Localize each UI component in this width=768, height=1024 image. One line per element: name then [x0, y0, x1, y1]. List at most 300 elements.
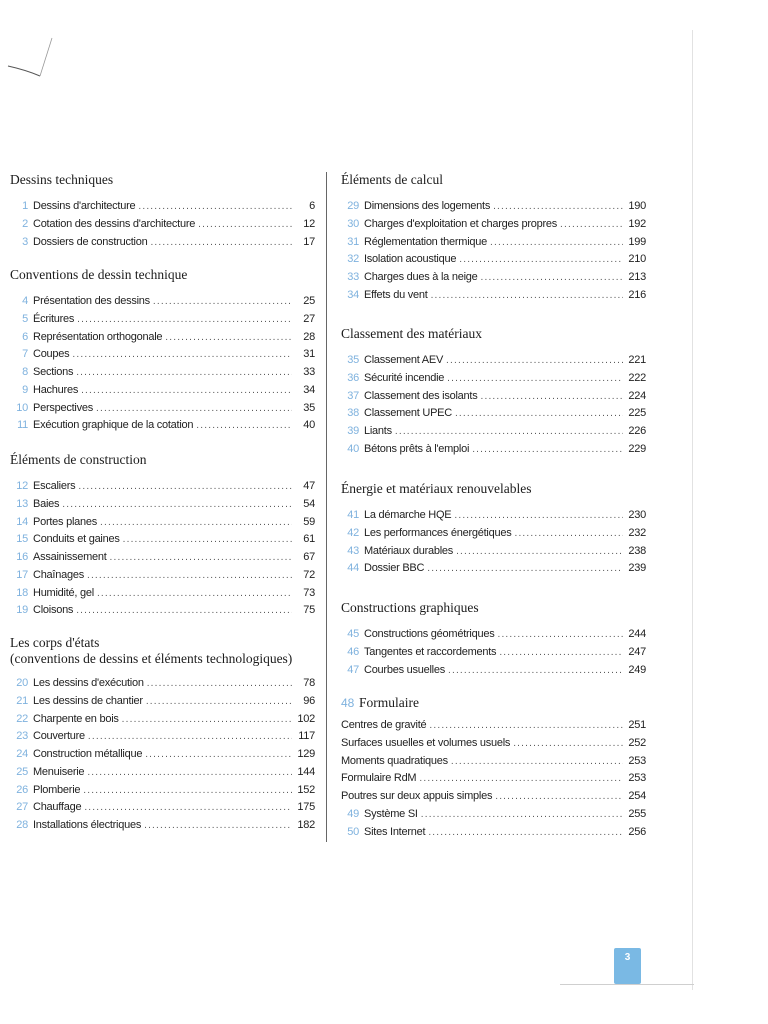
entry-page-number: 96 [303, 694, 315, 707]
entry-page-number: 27 [303, 312, 315, 325]
toc-entry[interactable] [10, 602, 315, 620]
dot-leader [145, 746, 292, 764]
entry-label: Classement AEV [364, 354, 444, 366]
toc-entry[interactable] [10, 478, 315, 496]
toc-entry[interactable] [341, 352, 646, 370]
entry-page-number: 34 [303, 383, 315, 396]
entry-number: 47 [347, 663, 359, 676]
dot-leader [480, 388, 623, 406]
entry-number: 28 [16, 819, 28, 831]
entry-list [341, 717, 646, 841]
dot-leader [150, 234, 292, 252]
dot-leader [110, 549, 292, 567]
entry-page-number: 117 [298, 730, 315, 743]
toc-entry[interactable] [10, 293, 315, 311]
dot-leader [76, 602, 292, 620]
entry-number: 39 [347, 425, 359, 437]
entry-list [10, 478, 315, 620]
entry-label: Portes planes [33, 515, 98, 528]
entry-label: Bétons prêts à l'emploi [364, 442, 470, 455]
dot-leader [88, 728, 292, 746]
section-title [341, 695, 646, 711]
entry-label: Liants [364, 425, 392, 437]
section-title: Dessins techniques [10, 172, 114, 187]
dot-leader [122, 711, 292, 729]
entry-page-number: 199 [628, 235, 646, 248]
entry-page-number: 12 [303, 217, 315, 230]
dot-leader [428, 824, 623, 842]
section-title: Éléments de calcul [341, 172, 443, 187]
entry-list [10, 675, 315, 835]
toc-section [10, 452, 315, 620]
entry-page-number: 222 [628, 371, 646, 384]
entry-number: 4 [22, 295, 28, 307]
entry-label: Constructions géométriques [364, 628, 495, 640]
dot-leader [153, 293, 292, 311]
entry-page-number: 144 [297, 765, 315, 778]
entry-label: Hachures [33, 383, 79, 396]
dot-leader [198, 216, 292, 234]
entry-page-number: 232 [628, 526, 646, 539]
entry-number: 34 [347, 288, 359, 301]
toc-section [10, 267, 315, 435]
entry-page-number: 239 [628, 562, 646, 575]
entry-label: Dimensions des logements [364, 200, 491, 212]
entry-number: 50 [347, 825, 359, 838]
entry-page-number: 251 [628, 719, 646, 731]
dot-leader [514, 525, 623, 543]
dot-leader [87, 764, 292, 782]
entry-number: 42 [347, 526, 359, 539]
entry-page-number: 226 [628, 425, 646, 437]
entry-label: Assainissement [33, 551, 107, 563]
entry-number: 22 [16, 712, 28, 725]
entry-label: Construction métallique [33, 748, 143, 760]
column-divider [326, 172, 327, 842]
toc-entry[interactable] [341, 251, 646, 269]
entry-page-number: 152 [297, 783, 315, 796]
entry-label: Poutres sur deux appuis simples [341, 790, 493, 802]
dot-leader [419, 770, 623, 788]
entry-page-number: 221 [628, 354, 646, 366]
toc-entry[interactable] [341, 788, 646, 806]
entry-label: Matériaux durables [364, 544, 454, 557]
entry-number: 40 [347, 442, 359, 455]
entry-number: 25 [16, 765, 28, 778]
entry-number: 12 [16, 480, 28, 492]
section-title: Constructions graphiques [341, 600, 479, 615]
dot-leader [77, 311, 292, 329]
dot-leader [459, 251, 623, 269]
toc-section [341, 481, 646, 578]
entry-label: Courbes usuelles [364, 663, 445, 676]
entry-label: Représentation orthogonale [33, 330, 163, 343]
entry-list [341, 626, 646, 679]
dot-leader [451, 753, 623, 771]
toc-entry[interactable] [341, 388, 646, 406]
entry-page-number: 6 [309, 200, 315, 212]
entry-page-number: 33 [303, 366, 315, 378]
entry-page-number: 210 [628, 253, 646, 266]
entry-page-number: 31 [303, 348, 315, 361]
entry-page-number: 249 [628, 663, 646, 676]
dot-leader [431, 287, 623, 305]
dot-leader [72, 346, 292, 364]
entry-label: Moments quadratiques [341, 754, 448, 767]
entry-label: Escaliers [33, 480, 76, 492]
page-edge [692, 30, 693, 990]
toc-entry[interactable] [341, 824, 646, 842]
entry-number: 31 [347, 235, 359, 248]
toc-entry[interactable] [10, 531, 315, 549]
dot-leader [454, 507, 623, 525]
page-number: 3 [624, 952, 631, 963]
dot-leader [490, 234, 623, 252]
entry-number: 49 [347, 807, 359, 820]
dot-leader [472, 441, 623, 459]
entry-number: 3 [22, 235, 28, 248]
entry-label: Charges dues à la neige [364, 271, 478, 283]
entry-page-number: 256 [628, 825, 646, 838]
entry-number: 23 [16, 730, 28, 743]
section-title: Classement des matériaux [341, 326, 482, 341]
entry-page-number: 47 [303, 480, 315, 492]
dot-leader [97, 585, 292, 603]
entry-number: 16 [16, 551, 28, 563]
entry-label: Cloisons [33, 604, 74, 617]
entry-label: Classement des isolants [364, 389, 478, 402]
page-number-badge [614, 948, 641, 984]
entry-list [10, 198, 315, 251]
entry-page-number: 252 [628, 736, 646, 749]
entry-number: 20 [16, 677, 28, 689]
dot-leader [427, 560, 623, 578]
dot-leader [146, 693, 292, 711]
entry-label: Installations électriques [33, 819, 142, 831]
toc-entry[interactable] [10, 234, 315, 252]
dot-leader [76, 364, 292, 382]
dot-leader [84, 799, 292, 817]
entry-label: Formulaire RdM [341, 772, 417, 785]
entry-page-number: 102 [297, 712, 315, 725]
entry-number: 43 [347, 544, 359, 557]
entry-number: 6 [22, 330, 28, 343]
toc-entry[interactable] [341, 216, 646, 234]
entry-page-number: 224 [628, 389, 646, 402]
toc-entry[interactable] [341, 423, 646, 441]
toc-entry[interactable] [341, 662, 646, 680]
entry-label: Système SI [364, 807, 418, 820]
toc-entry[interactable] [10, 417, 315, 435]
entry-label: Chaînages [33, 568, 84, 581]
toc-entry[interactable] [341, 525, 646, 543]
entry-page-number: 40 [303, 419, 315, 432]
entry-number: 35 [347, 354, 359, 366]
entry-page-number: 230 [628, 509, 646, 521]
dot-leader [144, 817, 292, 835]
entry-label: Humidité, gel [33, 586, 94, 599]
dot-leader [446, 352, 623, 370]
dot-leader [513, 735, 623, 753]
toc-section [341, 172, 646, 305]
entry-number: 11 [17, 419, 28, 432]
toc-entry[interactable] [10, 346, 315, 364]
entry-label: Baies [33, 497, 60, 510]
toc-entry[interactable] [10, 329, 315, 347]
entry-page-number: 61 [303, 533, 315, 546]
entry-page-number: 182 [297, 819, 315, 831]
entry-page-number: 72 [303, 568, 315, 581]
entry-page-number: 35 [303, 401, 315, 414]
entry-number: 29 [347, 200, 359, 212]
toc-entry[interactable] [341, 717, 646, 735]
entry-number: 41 [347, 509, 359, 521]
toc-section [10, 172, 315, 251]
entry-page-number: 225 [628, 407, 646, 420]
entry-list [341, 352, 646, 459]
entry-number: 30 [347, 217, 359, 230]
entry-number: 1 [22, 200, 28, 212]
entry-number: 27 [16, 801, 28, 814]
entry-number: 19 [16, 604, 28, 617]
toc-entry[interactable] [10, 817, 315, 835]
entry-number: 26 [16, 783, 28, 796]
dot-leader [456, 543, 623, 561]
entry-list [341, 198, 646, 305]
entry-page-number: 129 [297, 748, 315, 760]
section-subtitle: (conventions de dessins et éléments technologiques) [10, 651, 293, 666]
toc-entry[interactable] [341, 644, 646, 662]
toc-entry[interactable] [341, 234, 646, 252]
toc-entry[interactable] [341, 269, 646, 287]
entry-page-number: 255 [628, 807, 646, 820]
entry-page-number: 253 [628, 772, 646, 785]
section-title-text: Formulaire [359, 695, 419, 710]
toc-entry[interactable] [10, 311, 315, 329]
entry-page-number: 54 [303, 497, 315, 510]
entry-number: 15 [16, 533, 28, 546]
entry-label: Charges d'exploitation et charges propres [364, 217, 558, 230]
dot-leader [81, 382, 292, 400]
entry-number: 18 [16, 586, 28, 599]
toc-entry[interactable] [10, 549, 315, 567]
entry-label: Centres de gravité [341, 719, 427, 731]
toc-entry[interactable] [10, 728, 315, 746]
dot-leader [455, 405, 623, 423]
dot-leader [447, 370, 623, 388]
entry-label: Dessins d'architecture [33, 200, 136, 212]
entry-label: Écritures [33, 312, 75, 325]
toc-entry[interactable] [341, 198, 646, 216]
entry-number: 46 [347, 645, 359, 658]
entry-label: Perspectives [33, 401, 93, 414]
dot-leader [100, 514, 292, 532]
toc-entry[interactable] [341, 806, 646, 824]
dot-leader [196, 417, 292, 435]
entry-number: 21 [16, 694, 28, 707]
entry-page-number: 192 [628, 217, 646, 230]
toc-entry[interactable] [10, 567, 315, 585]
entry-number: 8 [22, 366, 28, 378]
entry-number: 7 [22, 348, 28, 361]
toc-entry[interactable] [10, 514, 315, 532]
entry-number: 37 [347, 389, 359, 402]
toc-section [341, 600, 646, 679]
toc-entry[interactable] [341, 441, 646, 459]
toc-entry[interactable] [341, 753, 646, 771]
entry-page-number: 190 [628, 200, 646, 212]
entry-page-number: 175 [297, 801, 315, 814]
entry-page-number: 67 [303, 551, 315, 563]
entry-page-number: 238 [628, 544, 646, 557]
entry-number: 5 [22, 312, 28, 325]
toc-section [10, 635, 315, 835]
entry-label: Menuiserie [33, 765, 85, 778]
entry-label: Isolation acoustique [364, 253, 457, 266]
toc-entry[interactable] [341, 405, 646, 423]
dot-leader [560, 216, 623, 234]
entry-number: 36 [347, 371, 359, 384]
section-title: Éléments de construction [10, 452, 147, 467]
toc-entry[interactable] [341, 543, 646, 561]
dot-leader [421, 806, 623, 824]
entry-label: Réglementation thermique [364, 235, 488, 248]
toc-entry[interactable] [10, 693, 315, 711]
entry-number: 17 [16, 568, 28, 581]
toc-entry[interactable] [341, 287, 646, 305]
page-bottom-edge [560, 984, 694, 985]
entry-page-number: 25 [303, 295, 315, 307]
toc-entry[interactable] [10, 799, 315, 817]
entry-label: Sites Internet [364, 825, 426, 838]
entry-number: 10 [16, 401, 28, 414]
dot-leader [147, 675, 292, 693]
dot-leader [78, 478, 292, 496]
entry-list [341, 507, 646, 578]
section-title: Conventions de dessin technique [10, 267, 188, 282]
dot-leader [429, 717, 623, 735]
entry-label: Exécution graphique de la cotation [33, 419, 194, 432]
dot-leader [481, 269, 624, 287]
entry-label: Dossier BBC [364, 562, 425, 575]
section-title: Énergie et matériaux renouvelables [341, 481, 532, 496]
toc-entry[interactable] [10, 782, 315, 800]
toc-entry[interactable] [10, 675, 315, 693]
dot-leader [395, 423, 623, 441]
entry-page-number: 17 [303, 235, 315, 248]
page-fold-mark [6, 36, 66, 86]
toc-entry[interactable] [341, 626, 646, 644]
entry-number: 45 [347, 628, 359, 640]
toc-entry[interactable] [10, 746, 315, 764]
entry-page-number: 73 [303, 586, 315, 599]
entry-number: 38 [347, 407, 359, 420]
entry-page-number: 247 [628, 645, 646, 658]
dot-leader [495, 788, 623, 806]
entry-label: Les dessins d'exécution [33, 677, 144, 689]
entry-label: Chauffage [33, 801, 82, 814]
entry-page-number: 216 [628, 288, 646, 301]
toc-section [341, 695, 646, 841]
toc-entry[interactable] [341, 370, 646, 388]
toc-entry[interactable] [10, 400, 315, 418]
toc-entry[interactable] [10, 764, 315, 782]
dot-leader [83, 782, 292, 800]
entry-page-number: 28 [303, 330, 315, 343]
entry-label: Couverture [33, 730, 85, 743]
dot-leader [62, 496, 292, 514]
entry-label: Cotation des dessins d'architecture [33, 217, 196, 230]
entry-label: Les performances énergétiques [364, 526, 512, 539]
toc-entry[interactable] [10, 585, 315, 603]
toc-entry[interactable] [341, 507, 646, 525]
dot-leader [87, 567, 292, 585]
dot-leader [497, 626, 623, 644]
entry-label: Conduits et gaines [33, 533, 120, 546]
entry-label: Présentation des dessins [33, 295, 150, 307]
toc-entry[interactable] [10, 711, 315, 729]
dot-leader [165, 329, 292, 347]
dot-leader [138, 198, 292, 216]
section-title: Les corps d'états [10, 635, 100, 650]
entry-number: 14 [16, 515, 28, 528]
entry-label: Sections [33, 366, 74, 378]
toc-entry[interactable] [10, 198, 315, 216]
entry-label: Dossiers de construction [33, 235, 148, 248]
entry-page-number: 229 [628, 442, 646, 455]
entry-number: 13 [16, 497, 28, 510]
entry-label: Plomberie [33, 783, 81, 796]
entry-page-number: 75 [303, 604, 315, 617]
entry-page-number: 78 [303, 677, 315, 689]
entry-page-number: 254 [628, 790, 646, 802]
entry-number: 32 [347, 253, 359, 266]
toc-section [341, 326, 646, 459]
entry-label: Effets du vent [364, 288, 428, 301]
entry-page-number: 59 [303, 515, 315, 528]
entry-label: La démarche HQE [364, 509, 452, 521]
dot-leader [493, 198, 623, 216]
dot-leader [499, 644, 623, 662]
entry-page-number: 213 [628, 271, 646, 283]
entry-number: 2 [22, 217, 28, 230]
toc-entry[interactable] [341, 735, 646, 753]
entry-label: Les dessins de chantier [33, 694, 143, 707]
toc-entry[interactable] [10, 382, 315, 400]
entry-page-number: 244 [628, 628, 646, 640]
entry-page-number: 253 [628, 754, 646, 767]
toc-entry[interactable] [341, 560, 646, 578]
toc-entry[interactable] [341, 770, 646, 788]
section-number: 48 [341, 696, 355, 710]
entry-number: 24 [16, 748, 28, 760]
entry-label: Coupes [33, 348, 70, 361]
entry-label: Classement UPEC [364, 407, 452, 420]
toc-entry[interactable] [10, 216, 315, 234]
entry-label: Charpente en bois [33, 712, 119, 725]
toc-entry[interactable] [10, 496, 315, 514]
entry-list [10, 293, 315, 435]
entry-label: Tangentes et raccordements [364, 645, 497, 658]
toc-entry[interactable] [10, 364, 315, 382]
dot-leader [123, 531, 292, 549]
entry-label: Surfaces usuelles et volumes usuels [341, 736, 511, 749]
entry-number: 9 [22, 383, 28, 396]
entry-number: 33 [347, 271, 359, 283]
dot-leader [96, 400, 292, 418]
entry-number: 44 [347, 562, 359, 575]
dot-leader [448, 662, 623, 680]
